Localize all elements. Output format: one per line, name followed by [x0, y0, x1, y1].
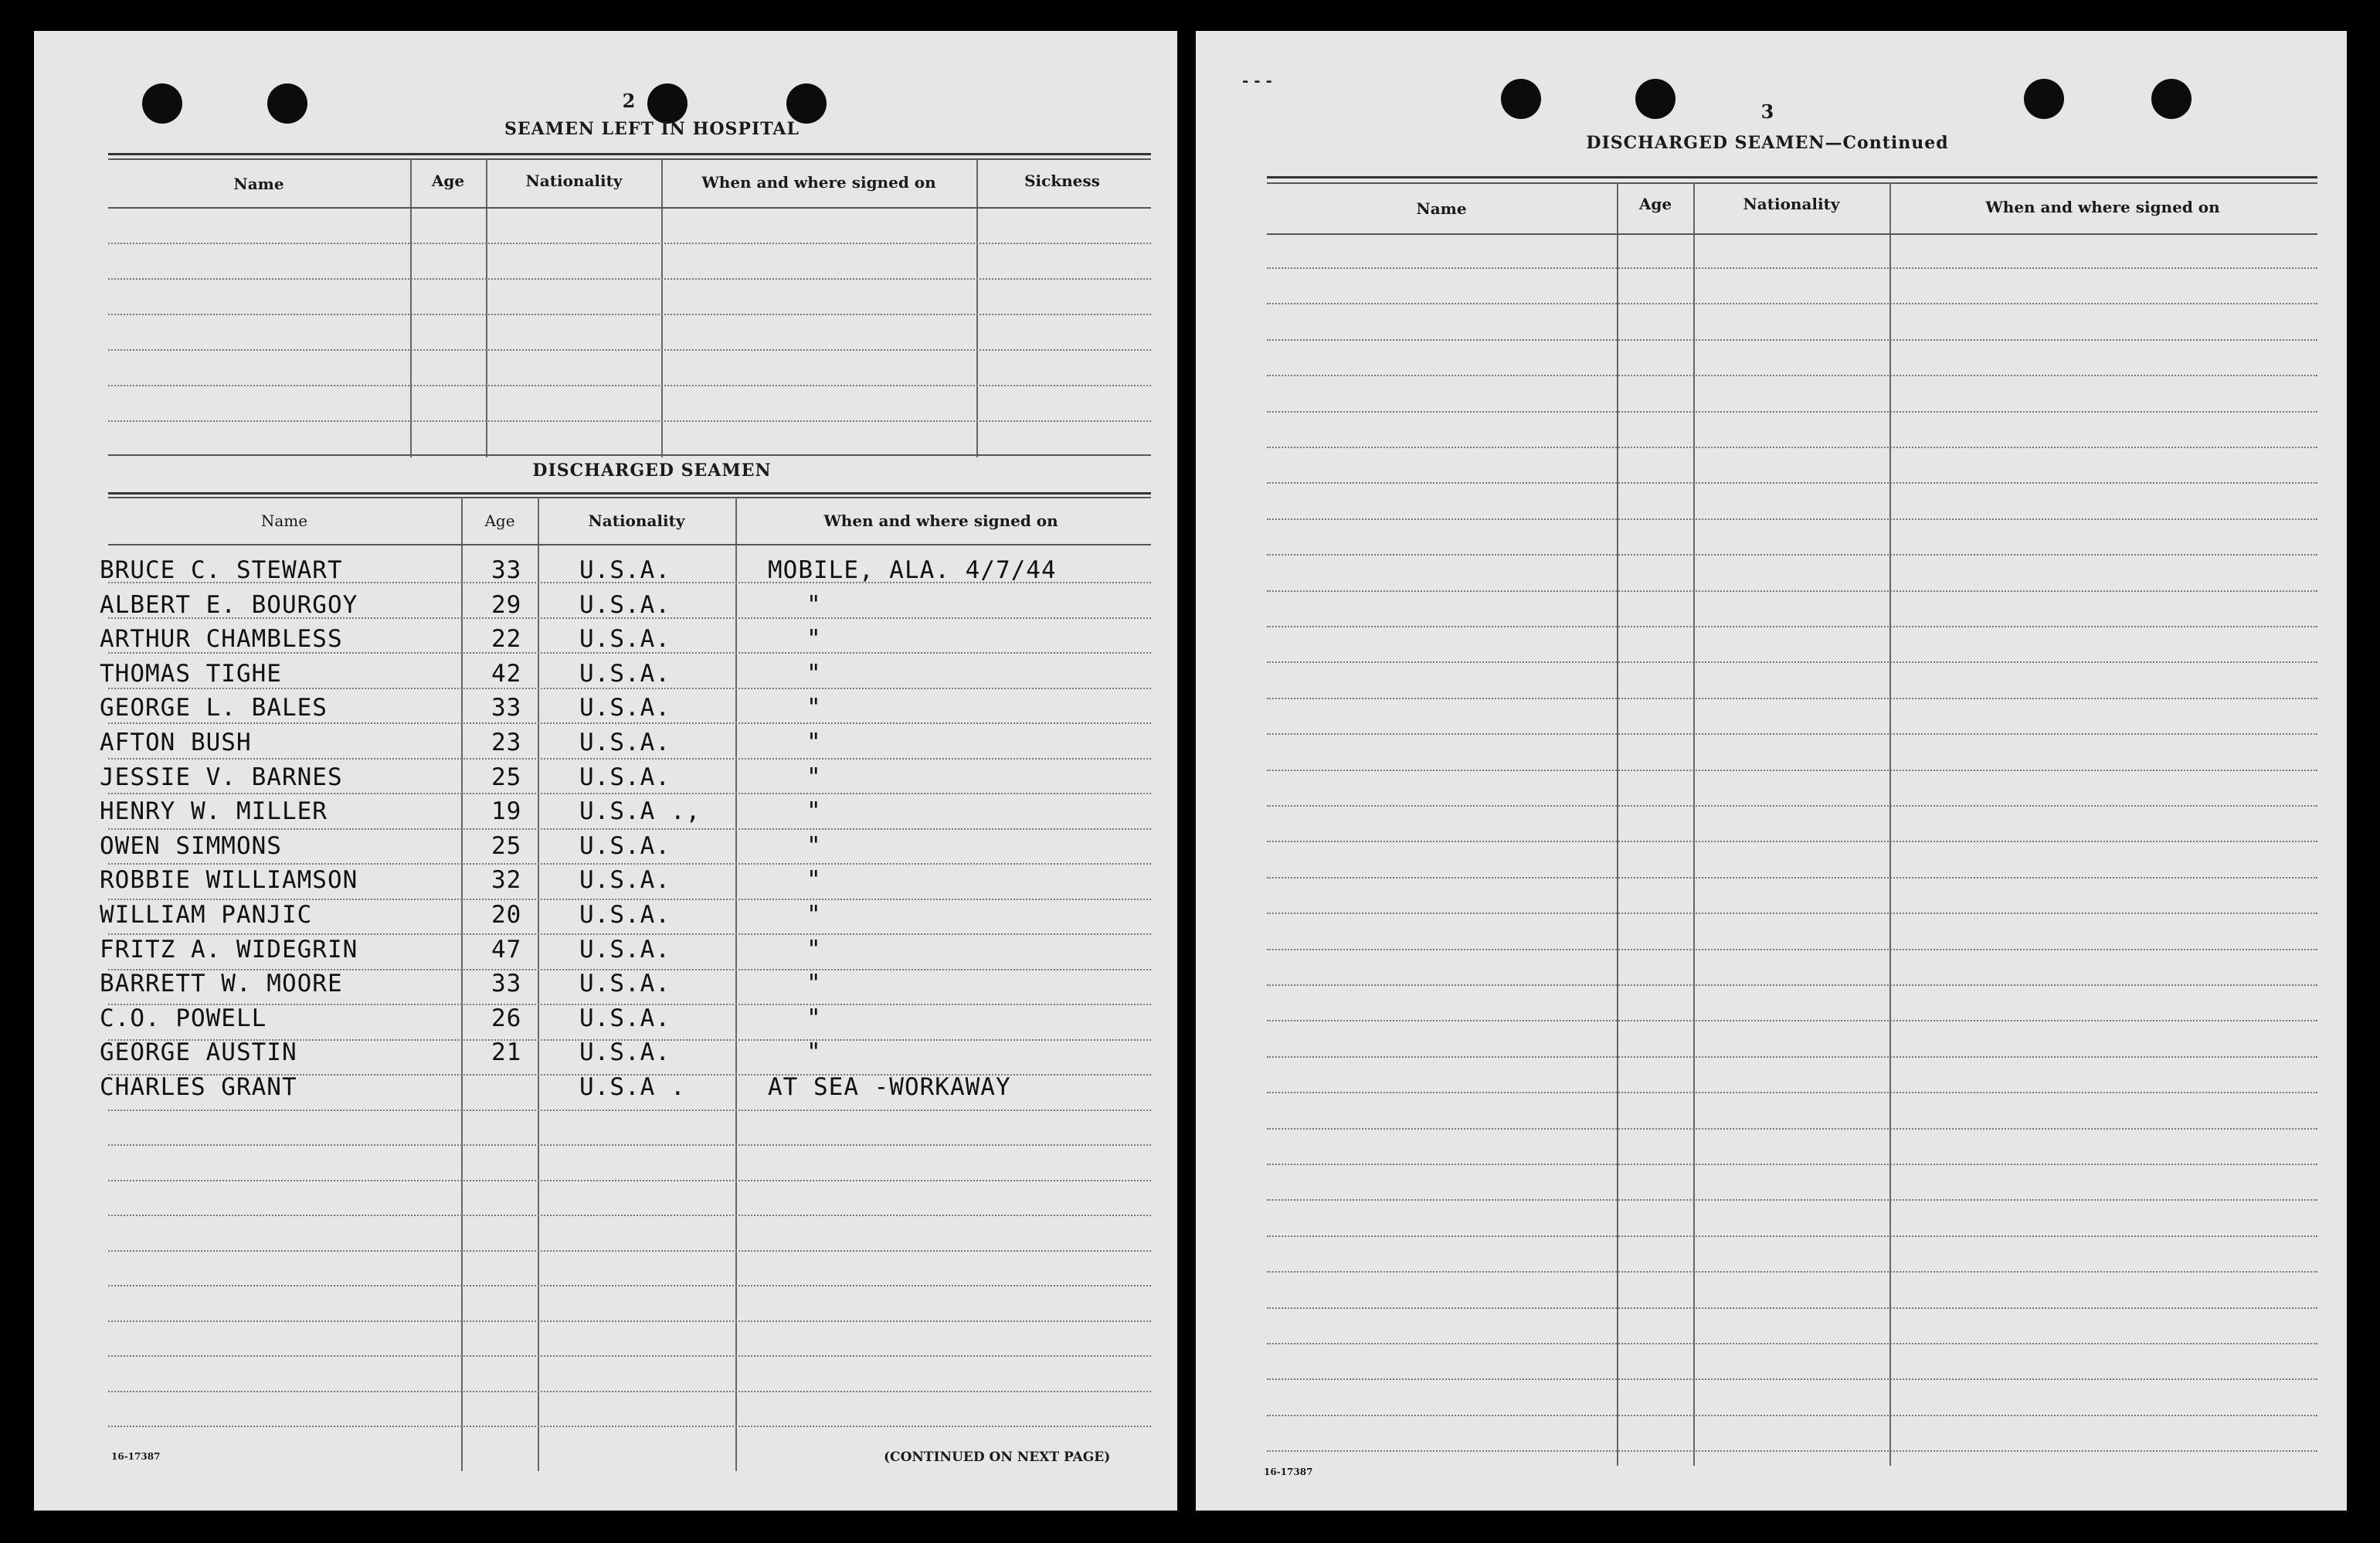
seaman-nationality: U.S.A. [579, 625, 671, 653]
column-divider [661, 159, 663, 457]
seaman-name: ARTHUR CHAMBLESS [100, 625, 343, 653]
seaman-name: GEORGE AUSTIN [100, 1038, 297, 1066]
discharged-section-title: DISCHARGED SEAMEN [532, 461, 772, 481]
column-header: Age [1638, 195, 1672, 213]
seaman-age: 25 [491, 832, 522, 860]
seaman-age: 33 [491, 694, 522, 722]
ruled-line [1267, 1092, 2317, 1093]
seaman-signed-on: " [806, 591, 822, 619]
seaman-name: THOMAS TIGHE [100, 660, 282, 688]
table-rule [1267, 182, 2317, 184]
ruled-line [1267, 1450, 2317, 1452]
ruled-line [1267, 1020, 2317, 1021]
ruled-line [108, 349, 1151, 351]
column-header: Nationality [525, 172, 623, 190]
ruled-line [1267, 482, 2317, 484]
ruled-line [108, 1215, 1151, 1216]
seaman-signed-on: MOBILE, ALA. 4/7/44 [768, 556, 1057, 584]
ruled-line [1267, 984, 2317, 986]
ruled-line [1267, 339, 2317, 341]
hospital-section-title: SEAMEN LEFT IN HOSPITAL [504, 119, 800, 139]
seaman-signed-on: " [806, 1004, 822, 1032]
seaman-name: ALBERT E. BOURGOY [100, 591, 358, 619]
ruled-line [108, 243, 1151, 244]
column-header: Name [233, 175, 284, 193]
seaman-nationality: U.S.A. [579, 1004, 671, 1032]
ruled-line [1267, 1343, 2317, 1344]
seaman-age: 26 [491, 1004, 522, 1032]
seaman-nationality: U.S.A. [579, 729, 671, 756]
seaman-signed-on: " [806, 625, 822, 653]
seaman-name: OWEN SIMMONS [100, 832, 282, 860]
ruled-line [1267, 626, 2317, 627]
seaman-nationality: U.S.A. [579, 832, 671, 860]
ruled-line [108, 1144, 1151, 1146]
column-divider [410, 159, 412, 457]
ruled-line [1267, 1056, 2317, 1058]
seaman-name: ROBBIE WILLIAMSON [100, 866, 358, 894]
punch-hole [2151, 79, 2192, 119]
seaman-age: 22 [491, 625, 522, 653]
table-rule [108, 207, 1151, 209]
ruled-line [108, 722, 1151, 724]
ruled-line [1267, 1271, 2317, 1273]
seaman-nationality: U.S.A. [579, 866, 671, 894]
seaman-signed-on: " [806, 763, 822, 791]
punch-hole [2024, 79, 2064, 119]
ruled-line [108, 828, 1151, 830]
seaman-signed-on: " [806, 901, 822, 929]
punch-hole [647, 83, 688, 124]
seaman-age: 21 [491, 1038, 522, 1066]
ruled-line [108, 1355, 1151, 1357]
ruled-line [1267, 877, 2317, 879]
punch-hole [1635, 79, 1676, 119]
seaman-age: 19 [491, 797, 522, 825]
column-header: When and where signed on [701, 173, 936, 192]
seaman-nationality: U.S.A. [579, 591, 671, 619]
ruled-line [1267, 447, 2317, 448]
seaman-age: 42 [491, 660, 522, 688]
column-header: Nationality [588, 512, 685, 530]
punch-hole [786, 83, 827, 124]
seaman-name: GEORGE L. BALES [100, 694, 328, 722]
table-rule [108, 158, 1151, 160]
ruled-line [1267, 1307, 2317, 1309]
column-header: When and where signed on [823, 512, 1058, 530]
seaman-nationality: U.S.A. [579, 660, 671, 688]
seaman-signed-on: " [806, 866, 822, 894]
left-page [34, 31, 1177, 1511]
ruled-line [108, 793, 1151, 794]
ruled-line [1267, 661, 2317, 663]
seaman-name: CHARLES GRANT [100, 1073, 297, 1101]
ruled-line [1267, 518, 2317, 520]
seaman-nationality: U.S.A. [579, 694, 671, 722]
seaman-signed-on: " [806, 832, 822, 860]
punch-hole [142, 83, 182, 124]
ruled-line [1267, 805, 2317, 807]
ruled-line [108, 1426, 1151, 1427]
ruled-line [108, 278, 1151, 280]
ruled-line [1267, 1128, 2317, 1130]
ruled-line [1267, 1378, 2317, 1380]
seaman-name: BARRETT W. MOORE [100, 970, 343, 998]
ruled-line [1267, 554, 2317, 556]
seaman-signed-on: " [806, 1038, 822, 1066]
seaman-signed-on: " [806, 970, 822, 998]
right-page [1196, 31, 2347, 1511]
form-number: 16-17387 [1264, 1467, 1313, 1477]
seaman-age: 47 [491, 936, 522, 964]
form-number: 16-17387 [111, 1451, 161, 1462]
ruled-line [108, 758, 1151, 760]
continued-note: (CONTINUED ON NEXT PAGE) [884, 1450, 1111, 1465]
seaman-nationality: U.S.A. [579, 901, 671, 929]
punch-hole [1501, 79, 1541, 119]
column-divider [461, 498, 463, 1471]
ruled-line [108, 1285, 1151, 1286]
ruled-line [1267, 1164, 2317, 1165]
ruled-line [1267, 411, 2317, 413]
seaman-age: 33 [491, 556, 522, 584]
column-header: Nationality [1743, 195, 1840, 213]
ruled-line [1267, 698, 2317, 699]
table-rule [108, 544, 1151, 545]
seaman-name: FRITZ A. WIDEGRIN [100, 936, 358, 964]
column-divider [735, 498, 737, 1471]
seaman-signed-on: " [806, 729, 822, 756]
table-rule [108, 454, 1151, 456]
ruled-line [1267, 590, 2317, 592]
ruled-line [1267, 1235, 2317, 1237]
column-divider [486, 159, 487, 457]
column-divider [538, 498, 539, 1471]
table-rule [1267, 176, 2317, 178]
seaman-name: BRUCE C. STEWART [100, 556, 343, 584]
ruled-line [1267, 375, 2317, 376]
table-rule [108, 497, 1151, 498]
seaman-name: JESSIE V. BARNES [100, 763, 343, 791]
seaman-name: WILLIAM PANJIC [100, 901, 313, 929]
seaman-nationality: U.S.A ., [579, 797, 701, 825]
ruled-line [1267, 770, 2317, 771]
ruled-line [108, 688, 1151, 689]
column-header: Sickness [1024, 172, 1100, 190]
seaman-nationality: U.S.A. [579, 556, 671, 584]
seaman-name: C.O. POWELL [100, 1004, 267, 1032]
ruled-line [1267, 303, 2317, 304]
column-header: Name [260, 512, 308, 530]
page-title: DISCHARGED SEAMEN—Continued [1586, 133, 1949, 153]
page-number: 3 [1760, 100, 1774, 123]
seaman-age: 20 [491, 901, 522, 929]
ruled-line [1267, 841, 2317, 842]
table-rule [108, 153, 1151, 155]
ruled-line [1267, 733, 2317, 735]
ruled-line [108, 1320, 1151, 1322]
ruled-line [1267, 1199, 2317, 1201]
table-rule [108, 492, 1151, 495]
page-number: 2 [622, 90, 636, 112]
ruled-line [108, 933, 1151, 935]
punch-hole [267, 83, 307, 124]
ruled-line [108, 420, 1151, 422]
seaman-age: 33 [491, 970, 522, 998]
ruled-line [108, 1110, 1151, 1111]
seaman-age: 25 [491, 763, 522, 791]
seaman-signed-on: " [806, 660, 822, 688]
seaman-age: 29 [491, 591, 522, 619]
column-header: When and where signed on [1985, 198, 2220, 216]
seaman-signed-on: " [806, 694, 822, 722]
ruled-line [1267, 267, 2317, 269]
seaman-name: AFTON BUSH [100, 729, 252, 756]
ruled-line [1267, 949, 2317, 950]
ruled-line [108, 1250, 1151, 1252]
seaman-signed-on: " [806, 797, 822, 825]
seaman-nationality: U.S.A. [579, 1038, 671, 1066]
column-header: Age [484, 512, 515, 530]
seaman-nationality: U.S.A. [579, 763, 671, 791]
ruled-line [1267, 913, 2317, 914]
column-header: Age [431, 172, 465, 190]
seaman-age: 23 [491, 729, 522, 756]
table-rule [1267, 233, 2317, 235]
ruled-line [108, 385, 1151, 386]
column-divider [976, 159, 978, 457]
seaman-nationality: U.S.A . [579, 1073, 686, 1101]
seaman-signed-on: " [806, 936, 822, 964]
seaman-nationality: U.S.A. [579, 970, 671, 998]
ruled-line [108, 314, 1151, 315]
seaman-name: HENRY W. MILLER [100, 797, 328, 825]
edge-mark: - - - [1242, 71, 1272, 90]
ruled-line [108, 899, 1151, 900]
seaman-age: 32 [491, 866, 522, 894]
seaman-signed-on: AT SEA -WORKAWAY [768, 1073, 1011, 1101]
ruled-line [108, 1391, 1151, 1392]
ruled-line [108, 863, 1151, 865]
ruled-line [108, 1180, 1151, 1181]
column-header: Name [1416, 199, 1467, 218]
ruled-line [1267, 1415, 2317, 1416]
seaman-nationality: U.S.A. [579, 936, 671, 964]
